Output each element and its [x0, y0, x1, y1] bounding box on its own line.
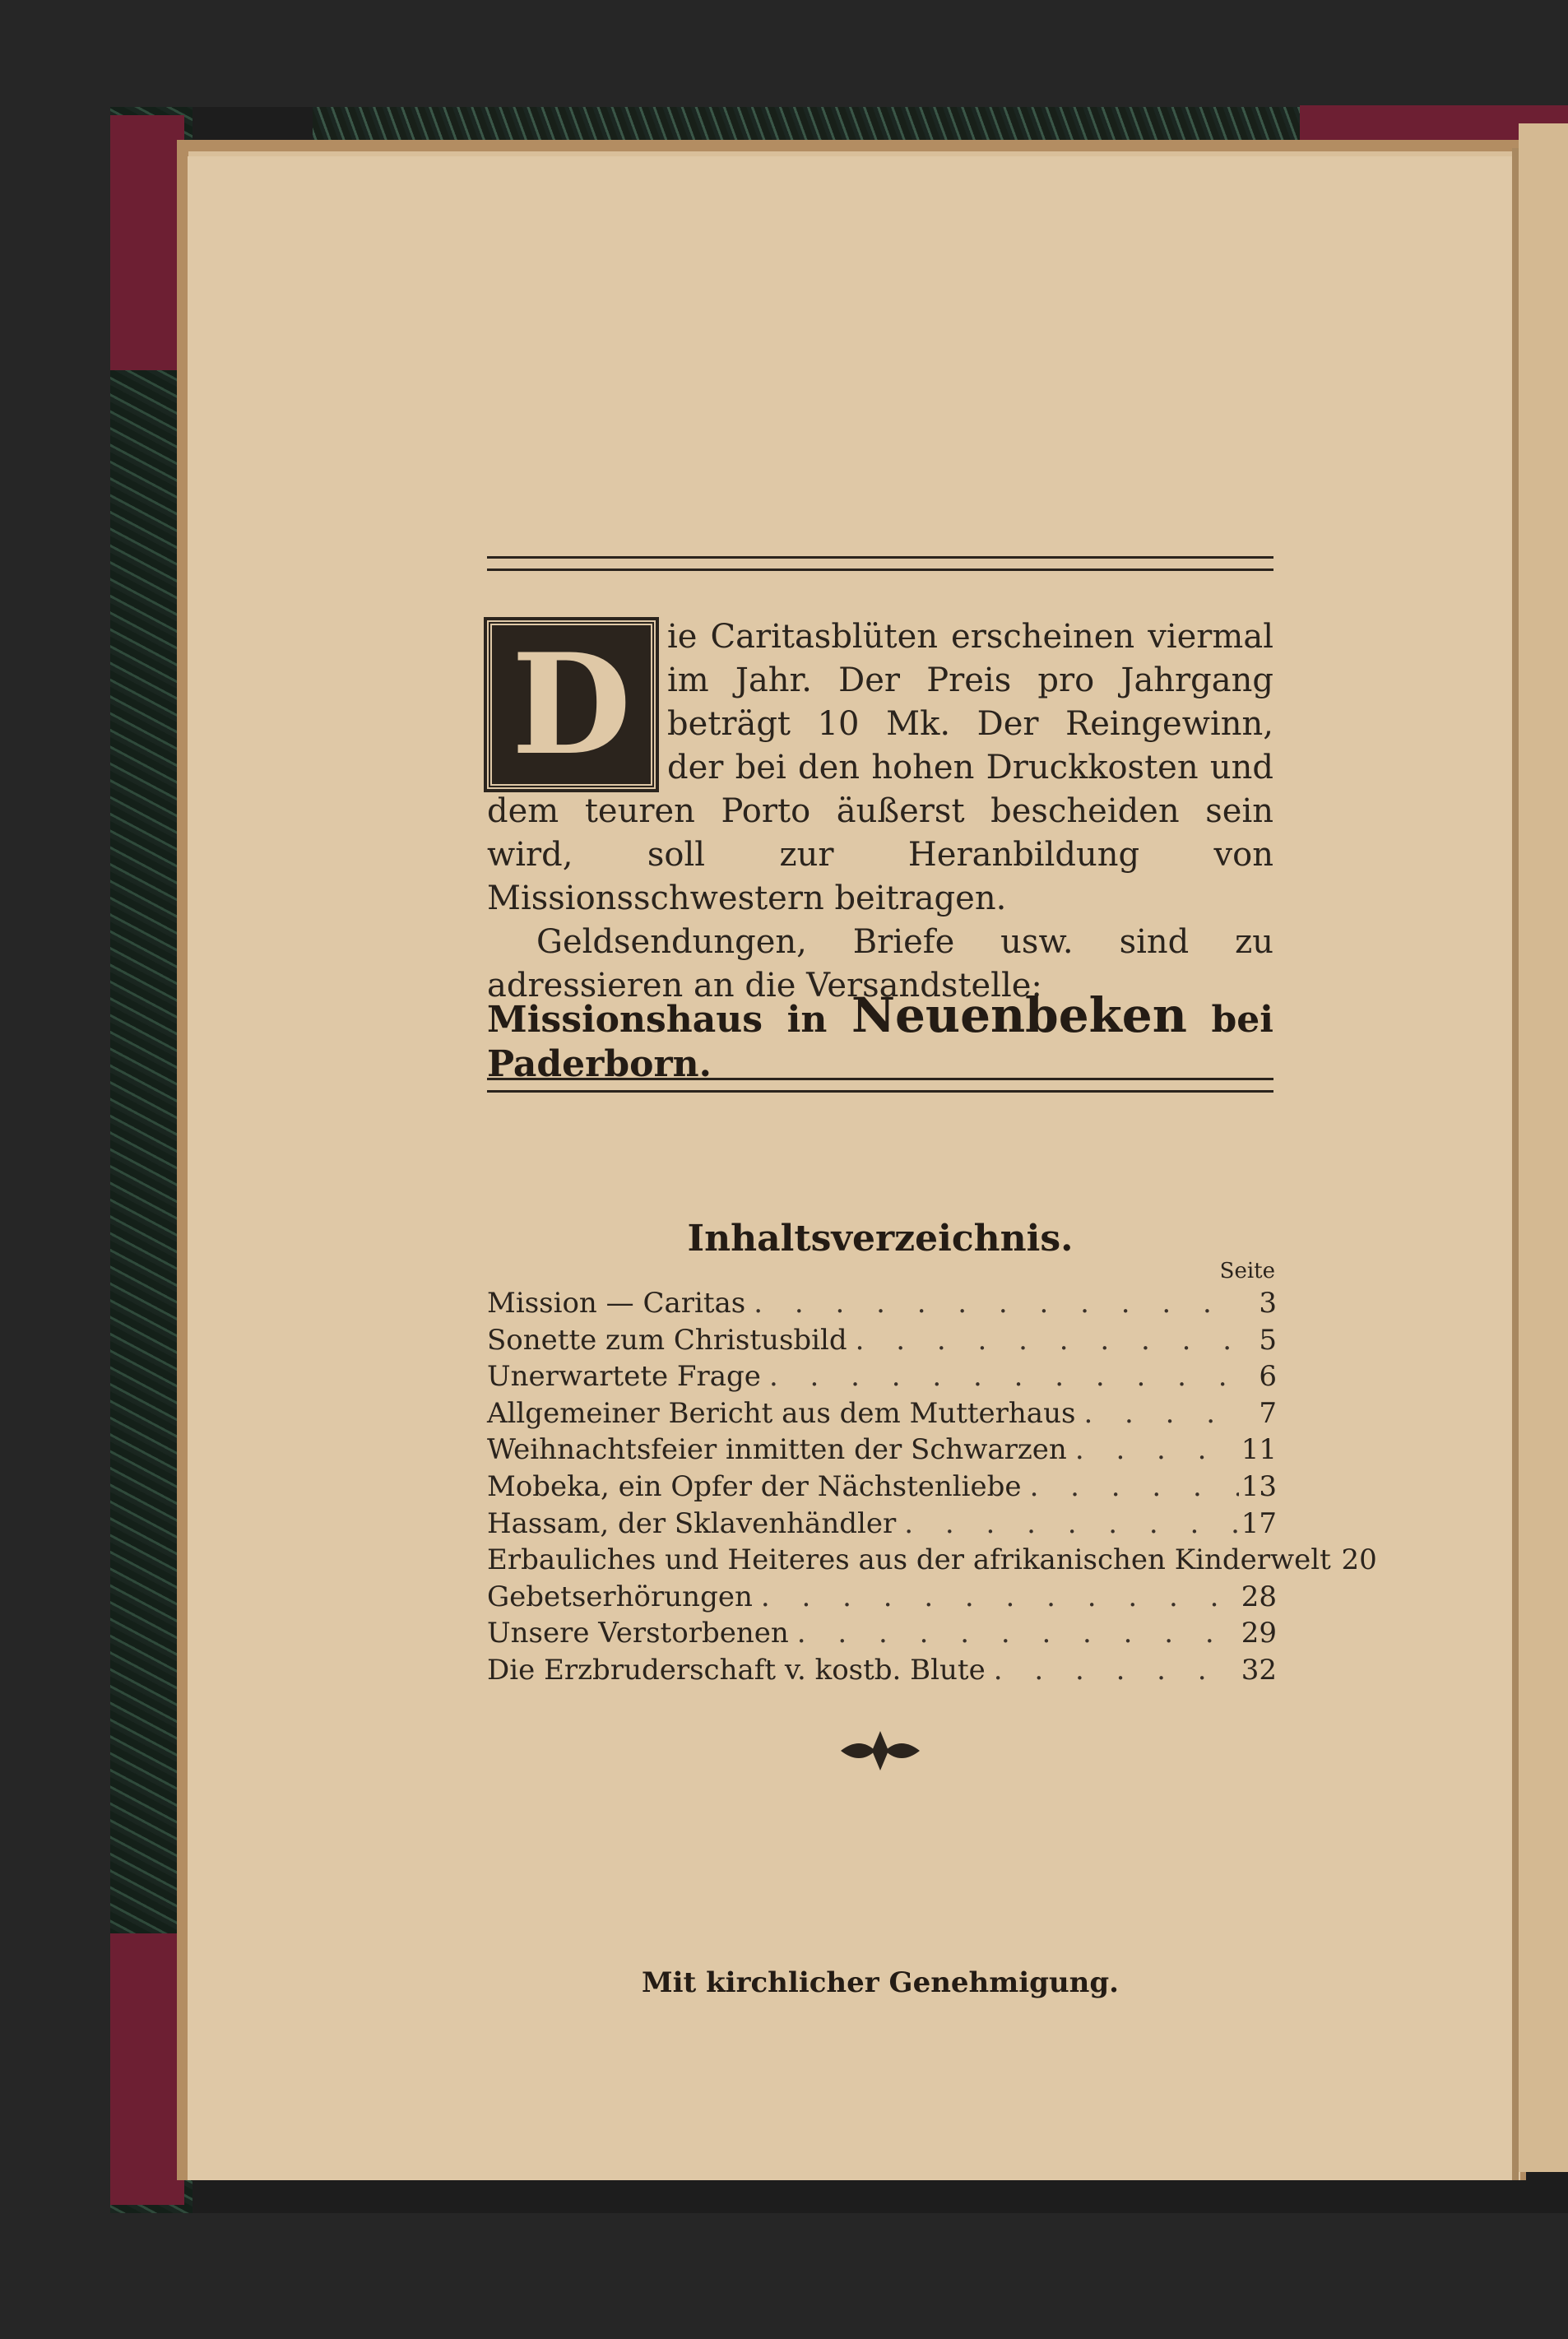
toc-entry-page: 29: [1241, 1617, 1277, 1650]
toc-leader: [761, 1358, 1239, 1395]
bottom-double-rule: [487, 1078, 1273, 1093]
dropcap-initial: D: [487, 620, 656, 789]
address-after: bei Paderborn.: [487, 999, 1273, 1085]
toc-entry: [487, 1469, 1277, 1506]
toc-entry-title: Mission — Caritas: [487, 1287, 746, 1320]
binding-corner-top: [110, 115, 184, 370]
toc-entry: [487, 1542, 1377, 1579]
toc-entry-title: Weihnachtsfeier inmitten der Schwarzen: [487, 1433, 1067, 1467]
toc-entry-title: Hassam, der Sklavenhändler: [487, 1506, 897, 1540]
intro-paragraph-1: ie Caritasblüten erscheinen viermal im Jahr. Der Preis pro Jahrgang beträgt 10 Mk. Der Reingewinn, der bei den hohen Druckkosten und dem teuren Porto äußerst bescheiden sein wird, soll zur Heranbildung von Missionsschwestern beitragen.: [487, 618, 1273, 917]
toc-entry: [487, 1322, 1277, 1359]
binding-corner-bottom: [110, 1933, 184, 2205]
address-line: [487, 987, 1273, 1085]
toc-entry-page: 17: [1241, 1506, 1277, 1540]
toc-leader: [1331, 1542, 1339, 1579]
toc-entry-title: Unsere Verstorbenen: [487, 1617, 789, 1650]
toc-leader: [1075, 1395, 1239, 1432]
toc-entry-page: 7: [1259, 1396, 1277, 1430]
page-gutter: [1512, 148, 1519, 2180]
toc-entry: [487, 1579, 1277, 1616]
toc-entry-title: Allgemeiner Bericht aus dem Mutterhaus: [487, 1396, 1076, 1430]
toc-entry-page: 13: [1241, 1469, 1277, 1503]
address-before: Missionshaus in: [487, 999, 828, 1041]
toc-title: Inhaltsverzeichnis.: [687, 1218, 1074, 1260]
page-surface: [188, 156, 1520, 2180]
toc-leader: [1022, 1469, 1239, 1506]
toc-entry-title: Sonette zum Christusbild: [487, 1323, 847, 1357]
toc-entry: [487, 1615, 1277, 1652]
toc-entry-page: 32: [1241, 1653, 1277, 1687]
toc-entry-page: 28: [1241, 1580, 1277, 1613]
toc-entry-page: 5: [1259, 1323, 1277, 1357]
toc-entry-title: Erbauliches und Heiteres aus der afrikanischen Kinderwelt: [487, 1543, 1331, 1577]
toc-entry: [487, 1358, 1277, 1395]
toc-entry: [487, 1652, 1277, 1689]
intro-paragraph-2: Geldsendungen, Briefe usw. sind zu adressieren an die Versandstelle:: [487, 923, 1273, 1005]
table-of-contents: [487, 1285, 1377, 1689]
facing-page-edge: [1519, 123, 1568, 2172]
toc-entry: [487, 1395, 1277, 1432]
toc-entry: [487, 1285, 1277, 1322]
toc-entry-page: 11: [1241, 1433, 1277, 1467]
toc-entry-title: Unerwartete Frage: [487, 1360, 761, 1394]
toc-entry-page: 6: [1259, 1360, 1277, 1394]
toc-entry: [487, 1432, 1277, 1469]
toc-page-header: Seite: [1219, 1259, 1275, 1283]
toc-entry-title: Gebetserhörungen: [487, 1580, 753, 1613]
address-place: Neuenbeken: [851, 987, 1187, 1043]
toc-entry-page: 3: [1259, 1287, 1277, 1320]
toc-leader: [847, 1322, 1239, 1359]
top-double-rule: [487, 556, 1273, 571]
toc-leader: [753, 1579, 1239, 1616]
imprimatur-line: Mit kirchlicher Genehmigung.: [642, 1966, 1119, 1999]
toc-leader: [986, 1652, 1239, 1689]
toc-entry-title: Mobeka, ein Opfer der Nächstenliebe: [487, 1469, 1022, 1503]
toc-entry: [487, 1506, 1277, 1543]
toc-leader: [1067, 1432, 1239, 1469]
toc-entry-title: Die Erzbruderschaft v. kostb. Blute: [487, 1653, 986, 1687]
toc-leader: [896, 1506, 1239, 1543]
fleuron-ornament: [839, 1728, 921, 1774]
toc-leader: [789, 1615, 1239, 1652]
intro-text: [487, 615, 1273, 1008]
toc-entry-page: 20: [1341, 1543, 1377, 1577]
toc-leader: [745, 1285, 1239, 1322]
